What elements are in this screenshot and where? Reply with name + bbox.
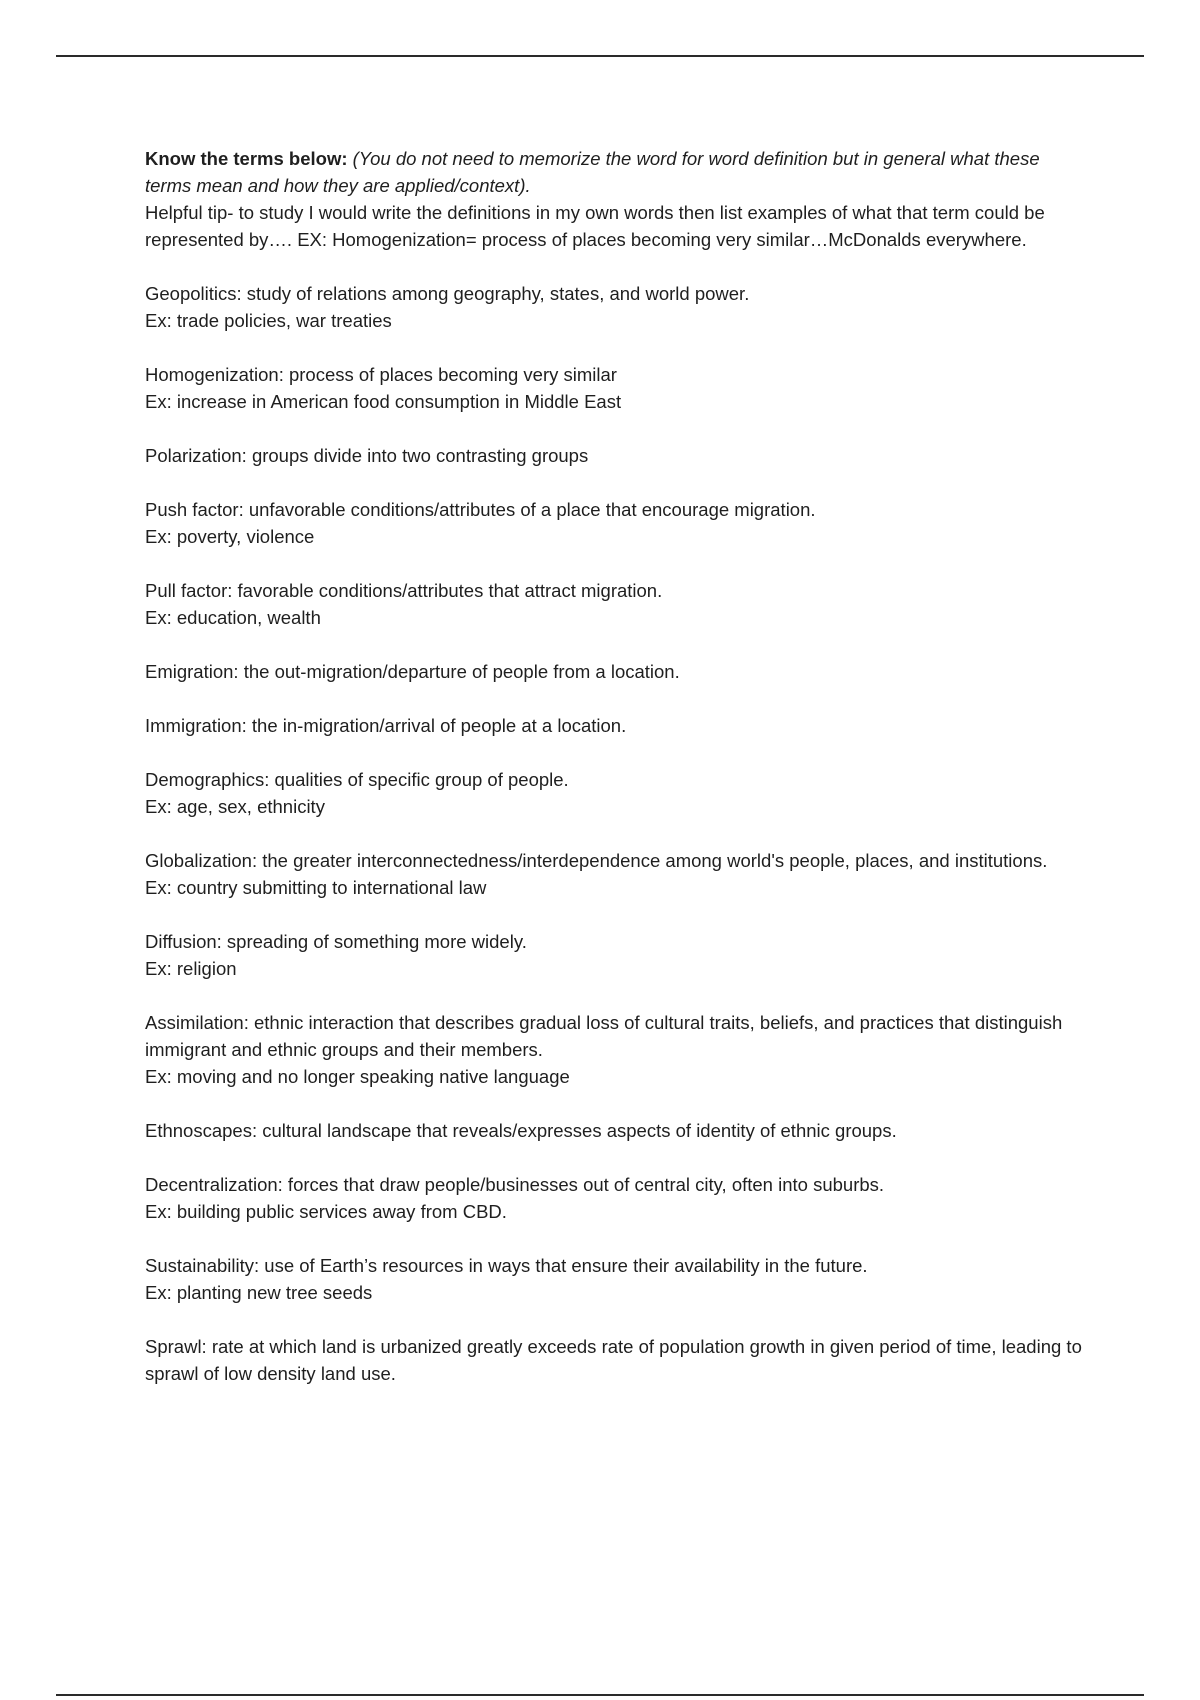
term-definition: Ethnoscapes: cultural landscape that reveals/expresses aspects of identity of ethnic groups. [145,1120,897,1141]
term-homogenization [145,361,1085,415]
term-definition: Push factor: unfavorable conditions/attributes of a place that encourage migration. [145,499,816,520]
term-example: Ex: religion [145,958,237,979]
term-example: Ex: building public services away from CBD. [145,1201,507,1222]
term-definition: Globalization: the greater interconnectedness/interdependence among world's people, places, and institutions. [145,850,1048,871]
intro-paragraph [145,145,1085,253]
term-definition: Geopolitics: study of relations among geography, states, and world power. [145,283,750,304]
term-assimilation [145,1009,1085,1090]
intro-lead: Know the terms below: [145,148,348,169]
term-polarization [145,442,1085,469]
term-definition: Homogenization: process of places becoming very similar [145,364,617,385]
term-sprawl [145,1333,1085,1387]
term-example: Ex: moving and no longer speaking native language [145,1066,570,1087]
term-decentralization [145,1171,1085,1225]
term-definition: Diffusion: spreading of something more widely. [145,931,527,952]
document-body [145,145,1085,1414]
term-definition: Sprawl: rate at which land is urbanized greatly exceeds rate of population growth in given period of time, leading to sprawl of low density land use. [145,1336,1082,1384]
term-sustainability [145,1252,1085,1306]
term-globalization [145,847,1085,901]
term-example: Ex: age, sex, ethnicity [145,796,325,817]
term-example: Ex: planting new tree seeds [145,1282,373,1303]
term-ethnoscapes [145,1117,1085,1144]
term-pull-factor [145,577,1085,631]
term-definition: Sustainability: use of Earth’s resources in ways that ensure their availability in the future. [145,1255,868,1276]
header-rule [56,55,1144,57]
term-example: Ex: increase in American food consumption in Middle East [145,391,622,412]
term-emigration [145,658,1085,685]
footer-rule [56,1694,1144,1696]
term-definition: Emigration: the out-migration/departure of people from a location. [145,661,680,682]
term-definition: Immigration: the in-migration/arrival of people at a location. [145,715,627,736]
term-example: Ex: country submitting to international law [145,877,487,898]
term-example: Ex: education, wealth [145,607,321,628]
intro-note: (You do not need to memorize the word for word definition but in general what these terms mean and how they are applied/context). [145,148,1040,196]
term-demographics [145,766,1085,820]
term-geopolitics [145,280,1085,334]
term-example: Ex: poverty, violence [145,526,315,547]
term-example: Ex: trade policies, war treaties [145,310,392,331]
term-push-factor [145,496,1085,550]
term-definition: Assimilation: ethnic interaction that describes gradual loss of cultural traits, beliefs, and practices that distinguish immigrant and ethnic groups and their members. [145,1012,1063,1060]
term-definition: Demographics: qualities of specific group of people. [145,769,569,790]
term-definition: Polarization: groups divide into two contrasting groups [145,445,589,466]
term-diffusion [145,928,1085,982]
term-definition: Pull factor: favorable conditions/attributes that attract migration. [145,580,663,601]
intro-tip: Helpful tip- to study I would write the definitions in my own words then list examples of what that term could be represented by…. EX: Homogenization= process of places becoming very similar…McDonalds everywhere. [145,202,1045,250]
term-definition: Decentralization: forces that draw people/businesses out of central city, often into suburbs. [145,1174,885,1195]
term-immigration [145,712,1085,739]
